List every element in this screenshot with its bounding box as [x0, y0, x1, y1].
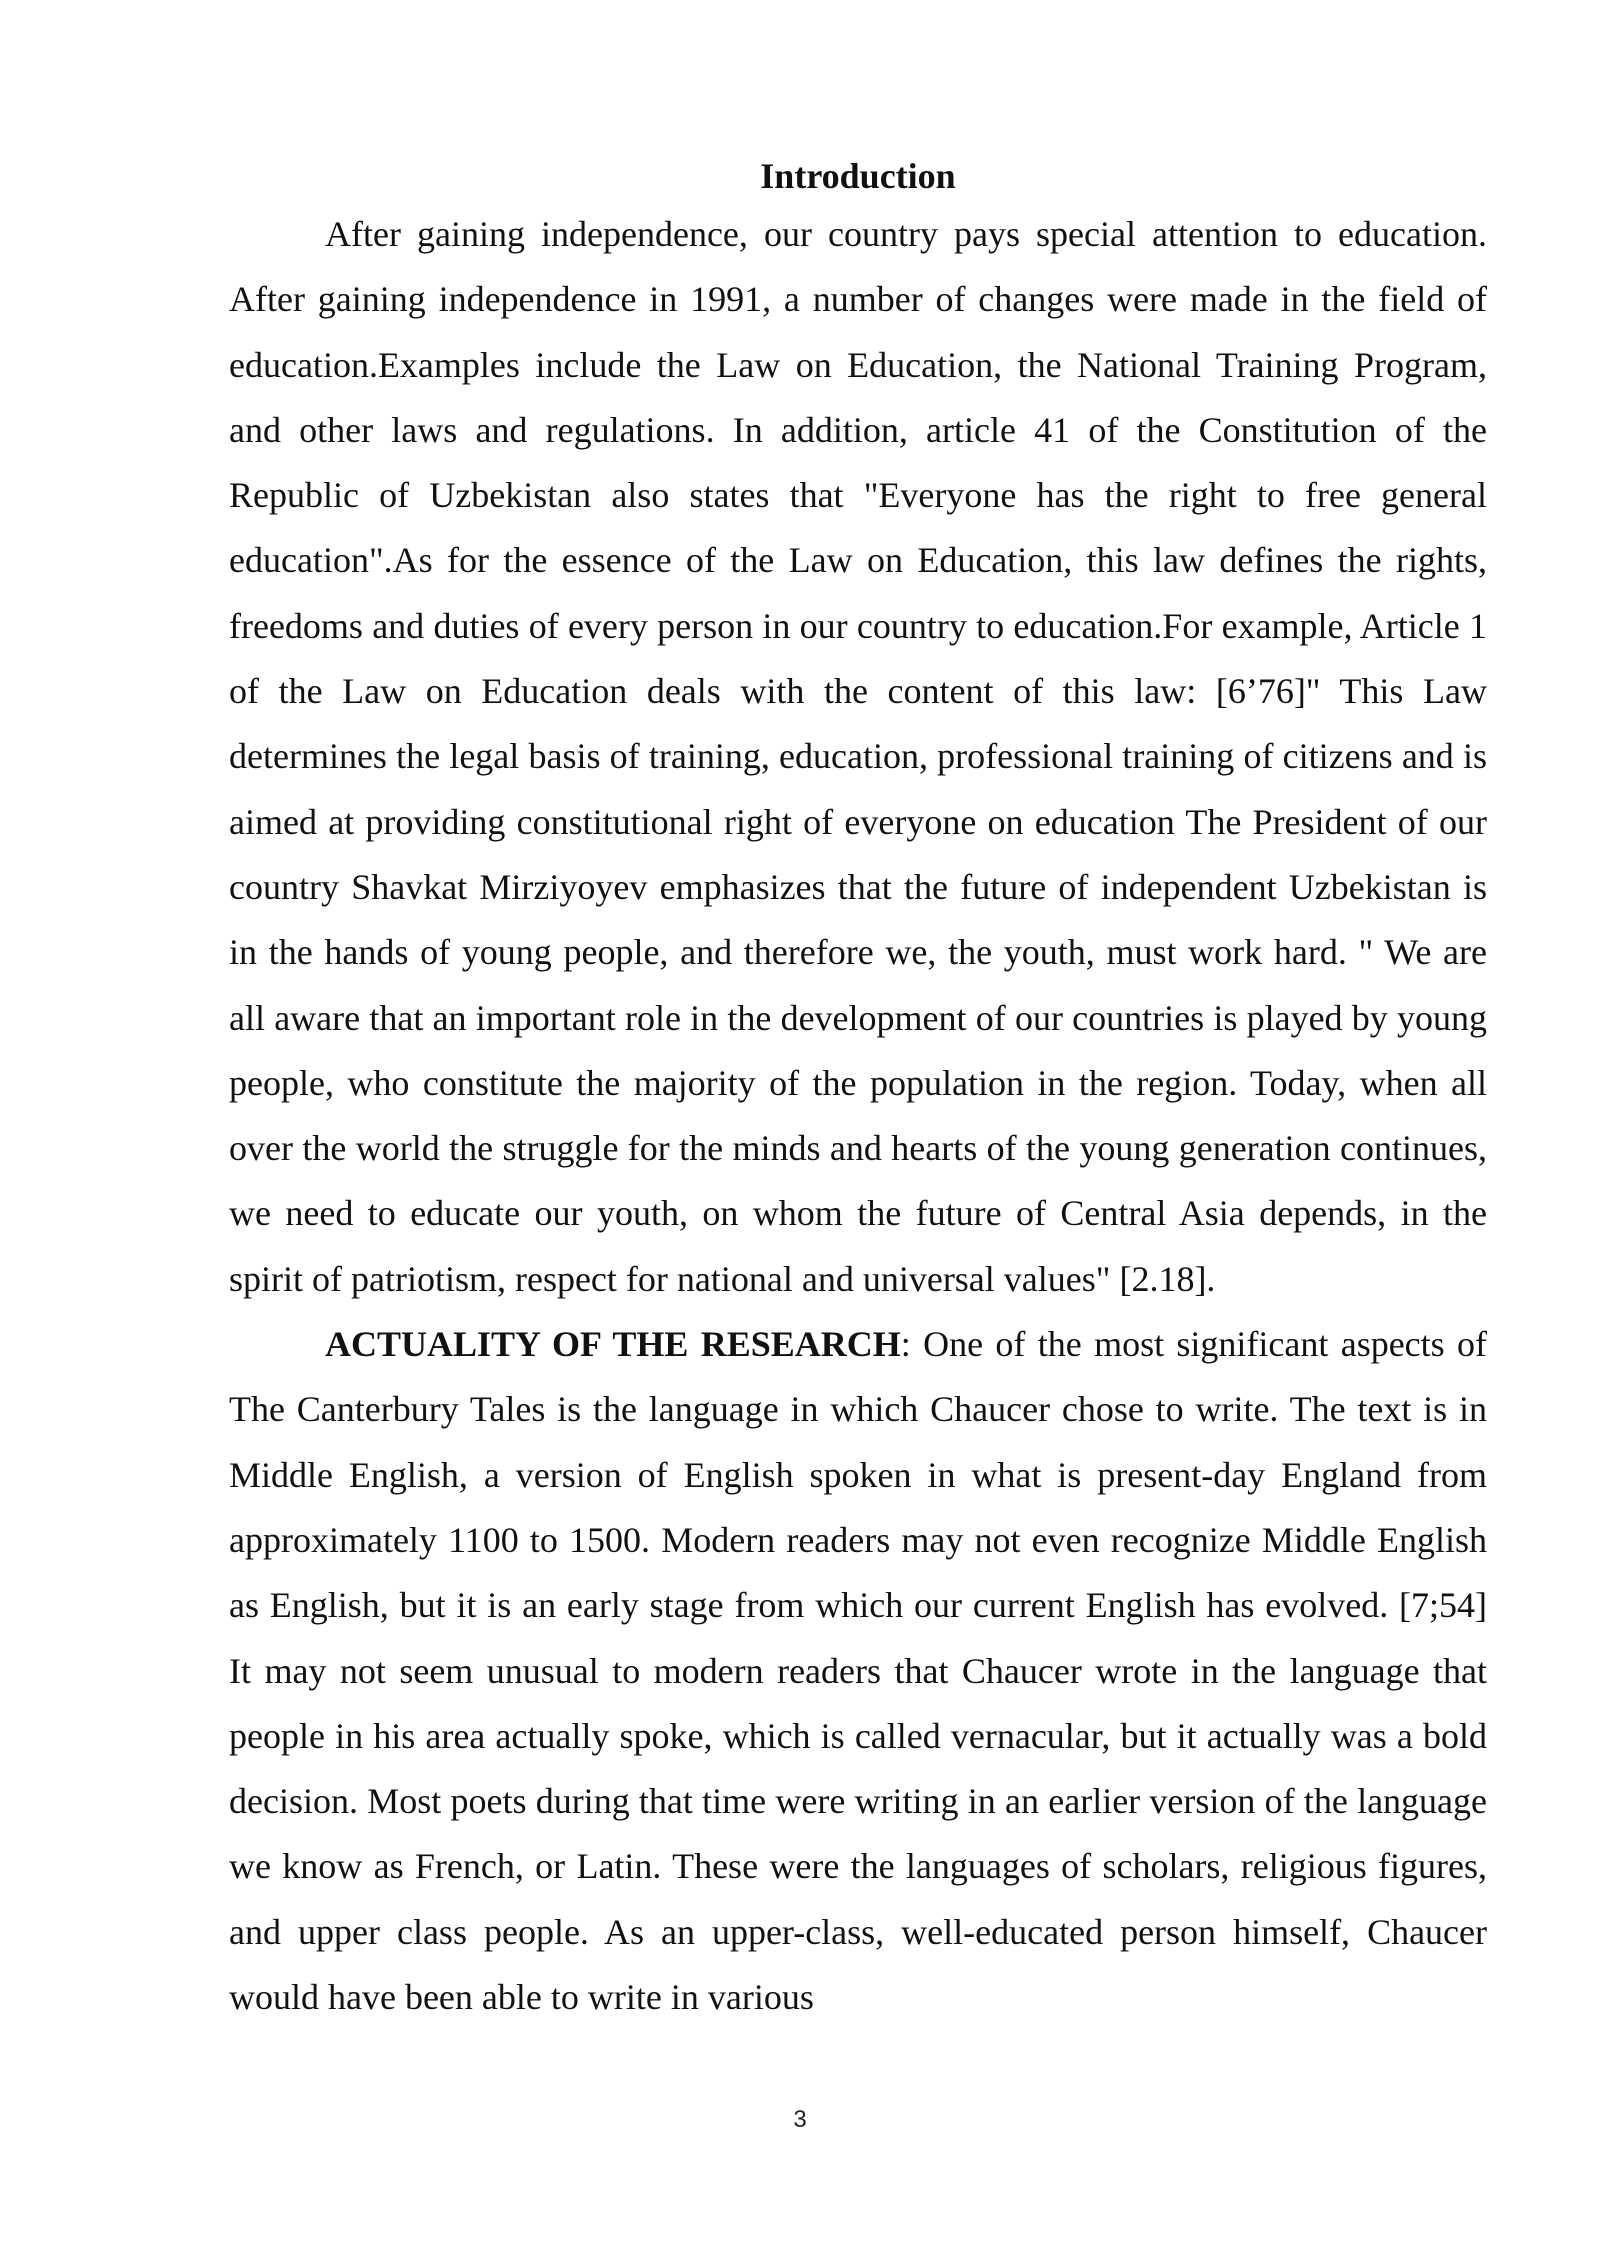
- page-content: [229, 150, 1487, 2030]
- actuality-paragraph: [229, 1312, 1487, 2030]
- page-title: Introduction: [760, 156, 956, 196]
- page-number: 3: [793, 2106, 807, 2133]
- actuality-body: : One of the most significant aspects of The Canterbury Tales is the language in which Chaucer chose to write. The text is in Middle English, a version of English spoken in what is present-day England from approximately 1100 to 1500. Modern readers may not even recognize Middle English as English, but it is an early stage from which our current English has evolved. [7;54] It may not seem unusual to modern readers that Chaucer wrote in the language that people in his area actually spoke, which is called vernacular, but it actually was a bold decision. Most poets during that time were writing in an earlier version of the language we know as French, or Latin. These were the languages of scholars, religious figures, and upper class people. As an upper-class, well-educated person himself, Chaucer would have been able to write in various: [229, 1324, 1487, 2018]
- introduction-paragraph: After gaining independence, our country pays special attention to education. After gaining independence in 1991, a number of changes were made in the field of education.Examples include the Law on Education, the National Training Program, and other laws and regulations. In addition, article 41 of the Constitution of the Republic of Uzbekistan also states that "Everyone has the right to free general education".As for the essence of the Law on Education, this law defines the rights, freedoms and duties of every person in our country to education.For example, Article 1 of the Law on Education deals with the content of this law: [6’76]" This Law determines the legal basis of training, education, professional training of citizens and is aimed at providing constitutional right of everyone on education The President of our country Shavkat Mirziyoyev emphasizes that the future of independent Uzbekistan is in the hands of young people, and therefore we, the youth, must work hard. " We are all aware that an important role in the development of our countries is played by young people, who constitute the majority of the population in the region. Today, when all over the world the struggle for the minds and hearts of the young generation continues, we need to educate our youth, on whom the future of Central Asia depends, in the spirit of patriotism, respect for national and universal values" [2.18].: [229, 214, 1487, 1299]
- actuality-heading: ACTUALITY OF THE RESEARCH: [325, 1324, 901, 1365]
